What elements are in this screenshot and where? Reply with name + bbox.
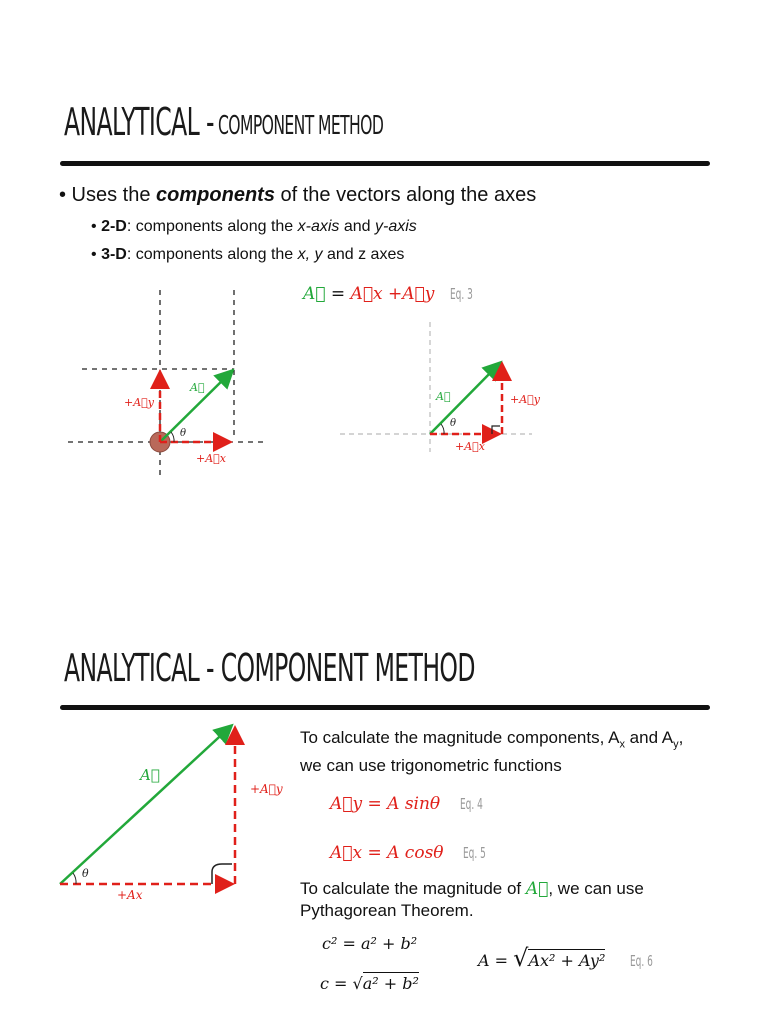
tri-label-ay: +A⃗y [250,782,283,796]
theta-arc-3 [73,873,76,884]
equation-5: A⃗x = A cosθ Eq. 5 [330,843,486,863]
label-a: A⃗ [190,381,205,394]
equation-3: A⃗ = A⃗x +A⃗y Eq. 3 [303,284,473,304]
eq-6-tag: Eq. 6 [630,952,654,970]
label-ay-2: +A⃗y [510,393,540,406]
magnitude-text: To calculate the magnitude of A⃗, we can use Pythagorean Theorem. [300,879,644,920]
slide-2-title: ANALYTICAL - COMPONENT METHOD [64,646,475,690]
triangle-diagram [0,512,300,912]
label-theta-2: θ [450,418,457,429]
sub-bullet-3d: • 3-D: components along the x, y and z axes [91,246,405,263]
equation-4: A⃗y = A sinθ Eq. 4 [330,794,483,814]
hypotenuse-equation: c = √a² + b² [320,974,419,993]
eq-4-tag: Eq. 4 [459,795,483,813]
eq-3-tag: Eq. 3 [449,285,473,303]
tri-label-a: A⃗ [140,766,160,784]
right-angle-mark-2 [212,864,232,884]
eq-5-tag: Eq. 5 [462,844,486,862]
sub-bullet-2d: • 2-D: components along the x-axis and y-axis [91,218,417,235]
tri-label-theta: θ [82,867,89,880]
label-ax: +A⃗x [196,452,226,465]
slide-1-subtitle: COMPONENT METHOD [218,111,384,141]
label-ay: +A⃗y [124,396,154,409]
pythagoras-equation: c² = a² + b² [322,934,418,953]
slide-2 [0,512,768,1024]
label-theta: θ [180,428,187,439]
magnitude-components-text: To calculate the magnitude components, $A_x$ and $A_y$, we can use trigonometric functions [300,728,684,776]
tri-label-ax: +Ax [117,888,143,902]
magnitude-equation: A = √Ax² + Ay² Eq. 6 [478,944,654,972]
main-bullet: • Uses the components of the vectors along the axes [59,184,537,206]
label-ax-2: +A⃗x [455,440,485,453]
sqrt-sign-2: √ [513,944,529,972]
slide-1-title: ANALYTICAL - [64,100,214,144]
sqrt-sign: √ [352,974,363,993]
label-a-2: A⃗ [436,390,451,403]
hypotenuse-arrow [60,727,230,884]
theta-arc-2 [441,424,444,434]
